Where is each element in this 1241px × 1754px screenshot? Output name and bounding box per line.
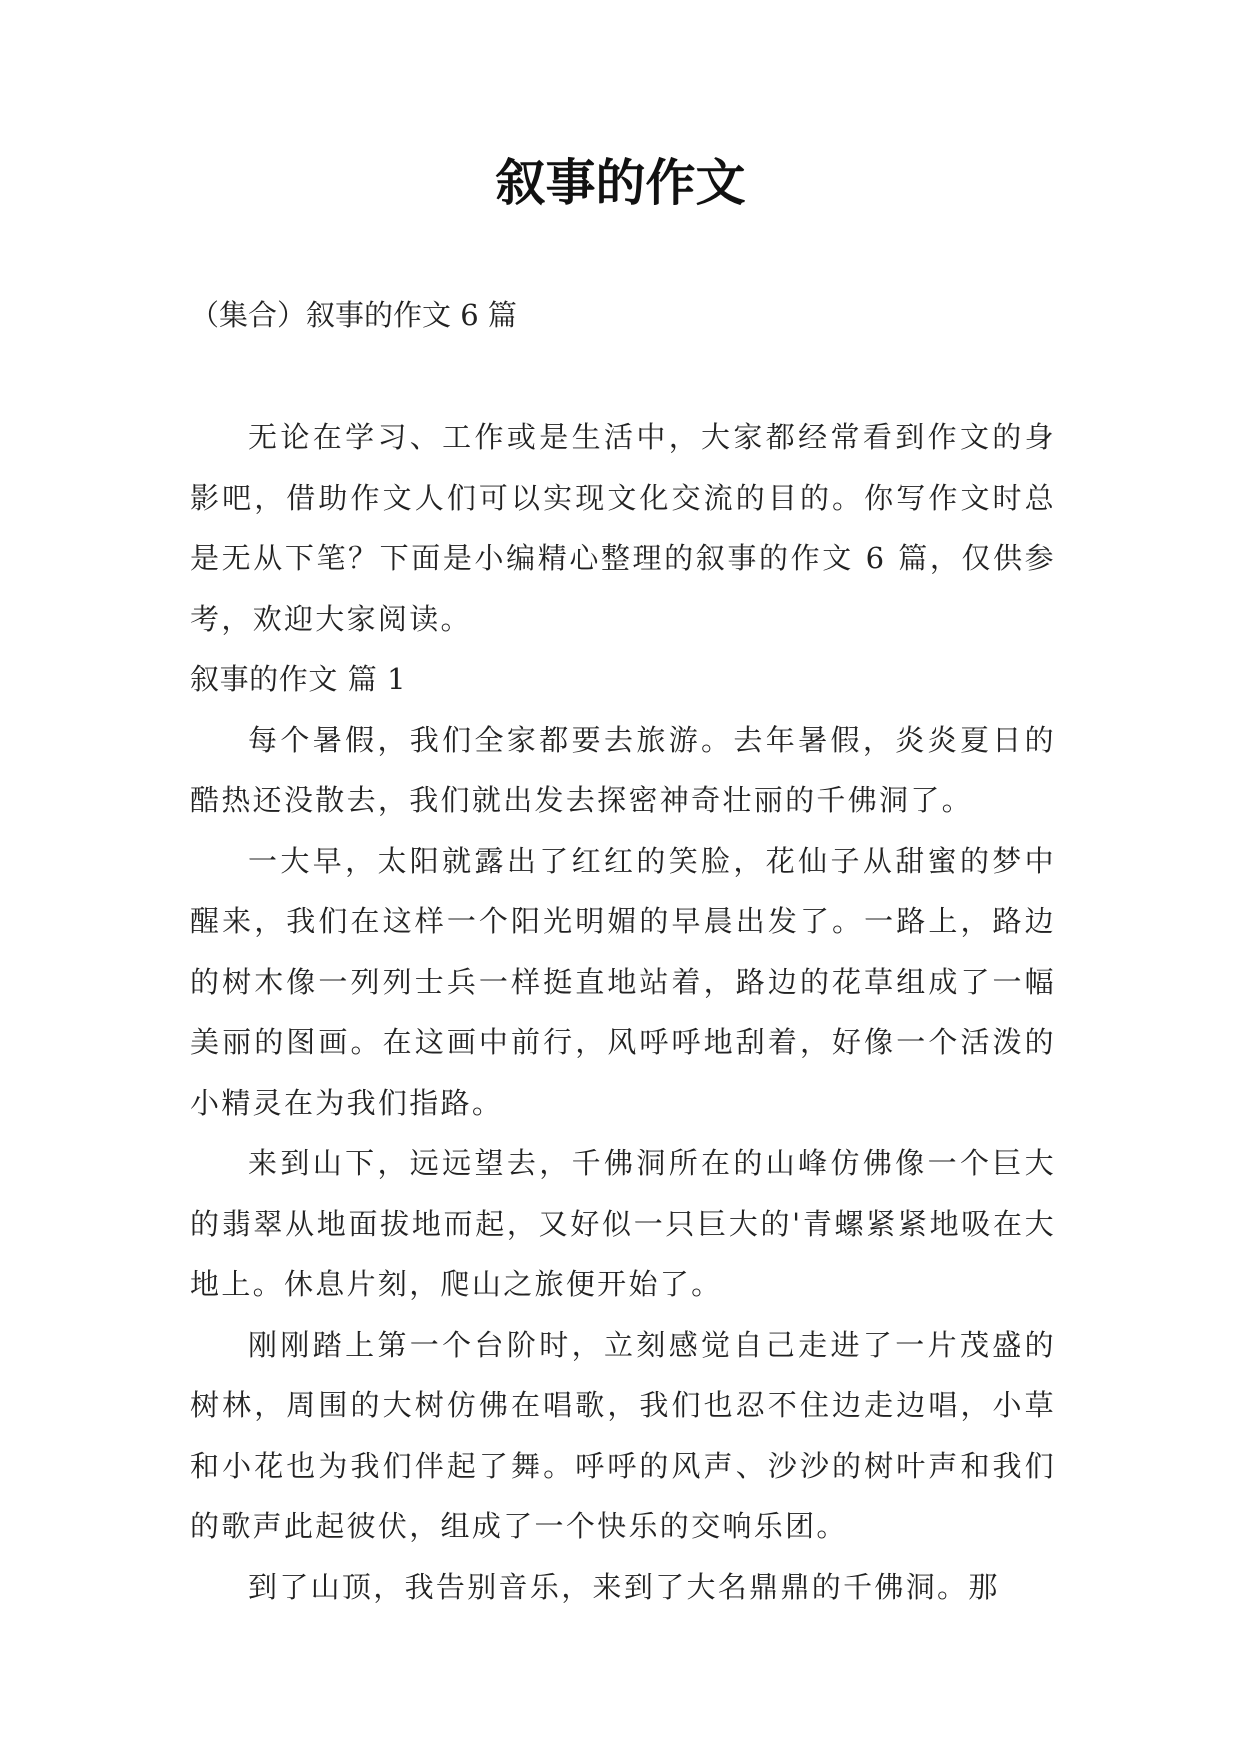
body-paragraph: 来到山下，远远望去，千佛洞所在的山峰仿佛像一个巨大的翡翠从地面拔地而起，又好似一只巨大的'青螺紧紧地吸在大地上。休息片刻，爬山之旅便开始了。: [190, 1146, 1056, 1301]
intro-paragraph: 无论在学习、工作或是生活中，大家都经常看到作文的身影吧，借助作文人们可以实现文化交流的目的。你写作文时总是无从下笔？下面是小编精心整理的叙事的作文 6 篇，仅供参考，欢迎大家阅读。: [190, 420, 1056, 636]
section-heading: 叙事的作文 篇 1: [190, 662, 407, 696]
body-paragraph: 每个暑假，我们全家都要去旅游。去年暑假，炎炎夏日的酷热还没散去，我们就出发去探密神奇壮丽的千佛洞了。: [190, 722, 1056, 817]
body-paragraph: 一大早，太阳就露出了红红的笑脸，花仙子从甜蜜的梦中醒来，我们在这样一个阳光明媚的早晨出发了。一路上，路边的树木像一列列士兵一样挺直地站着，路边的花草组成了一幅美丽的图画。在这画中前行，风呼呼地刮着，好像一个活泼的小精灵在为我们指路。: [190, 843, 1056, 1120]
body-paragraph: 刚刚踏上第一个台阶时，立刻感觉自己走进了一片茂盛的树林，周围的大树仿佛在唱歌，我们也忍不住边走边唱，小草和小花也为我们伴起了舞。呼呼的风声、沙沙的树叶声和我们的歌声此起彼伏，组成了一个快乐的交响乐团。: [190, 1327, 1056, 1543]
document-body: [190, 407, 1056, 1617]
document-title: 叙事的作文: [495, 153, 746, 212]
body-paragraph: 到了山顶，我告别音乐，来到了大名鼎鼎的千佛洞。那: [248, 1569, 1000, 1604]
document-subtitle: （集合）叙事的作文 6 篇: [190, 298, 517, 332]
